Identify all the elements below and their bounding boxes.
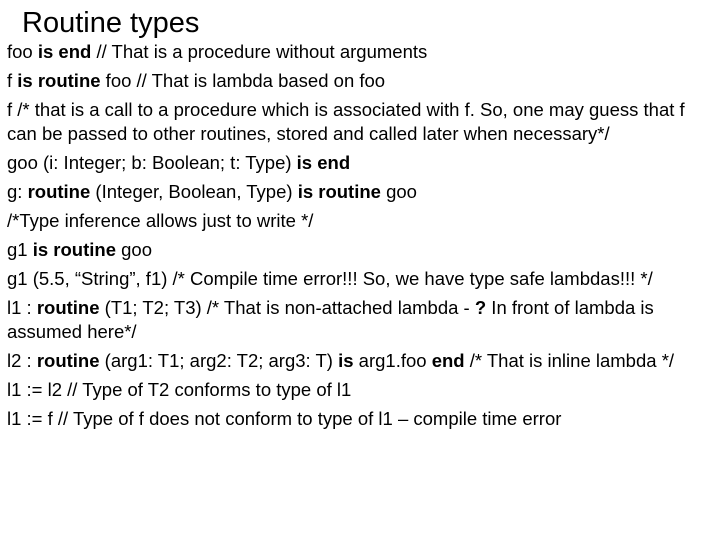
text-run: l1 := f // Type of f does not conform to type of l1 – compile time error [7, 408, 562, 429]
text-run: g1 (5.5, “String”, f1) /* Compile time error!!! So, we have type safe lambdas!!! */ [7, 268, 653, 289]
text-run: In front of lambda is assumed here*/ [7, 297, 654, 342]
keyword: is end [296, 152, 351, 173]
code-line [7, 378, 713, 402]
code-line [7, 40, 713, 64]
code-line [7, 98, 713, 146]
text-run: /* That is inline lambda */ [464, 350, 675, 371]
slide-body [7, 40, 713, 431]
keyword: end [431, 350, 465, 371]
text-run: (arg1: T1; arg2: T2; arg3: T) [99, 350, 339, 371]
text-run: g: [7, 181, 28, 202]
code-line [7, 296, 713, 344]
text-run: goo [380, 181, 417, 202]
text-run: foo // That is lambda based on foo [100, 70, 386, 91]
code-line [7, 267, 713, 291]
code-line [7, 238, 713, 262]
text-run: (T1; T2; T3) /* That is non-attached lambda - [99, 297, 475, 318]
text-run: arg1.foo [353, 350, 432, 371]
text-run: // That is a procedure without arguments [91, 41, 428, 62]
code-line [7, 349, 713, 373]
text-run: goo [115, 239, 152, 260]
text-run: g1 [7, 239, 33, 260]
text-run: l1 := l2 // Type of T2 conforms to type of l1 [7, 379, 352, 400]
text-run: f [7, 70, 18, 91]
keyword: is [338, 350, 354, 371]
keyword: routine [36, 297, 100, 318]
text-run: /*Type inference allows just to write */ [7, 210, 314, 231]
code-line [7, 69, 713, 93]
text-run: l2 : [7, 350, 37, 371]
keyword: is routine [17, 70, 101, 91]
code-line [7, 209, 713, 233]
text-run: foo [7, 41, 38, 62]
code-line [7, 180, 713, 204]
keyword: routine [36, 350, 100, 371]
keyword: routine [27, 181, 91, 202]
keyword: is routine [32, 239, 116, 260]
keyword: is end [37, 41, 92, 62]
code-line [7, 151, 713, 175]
text-run: f /* that is a call to a procedure which is associated with f. So, one may guess that f can be passed to other routines, stored and called later when necessary*/ [7, 99, 685, 144]
text-run: (Integer, Boolean, Type) [90, 181, 298, 202]
text-run: goo (i: Integer; b: Boolean; t: Type) [7, 152, 297, 173]
keyword: ? [474, 297, 487, 318]
slide-title: Routine types [22, 7, 200, 39]
text-run: l1 : [7, 297, 37, 318]
keyword: is routine [297, 181, 381, 202]
code-line [7, 407, 713, 431]
